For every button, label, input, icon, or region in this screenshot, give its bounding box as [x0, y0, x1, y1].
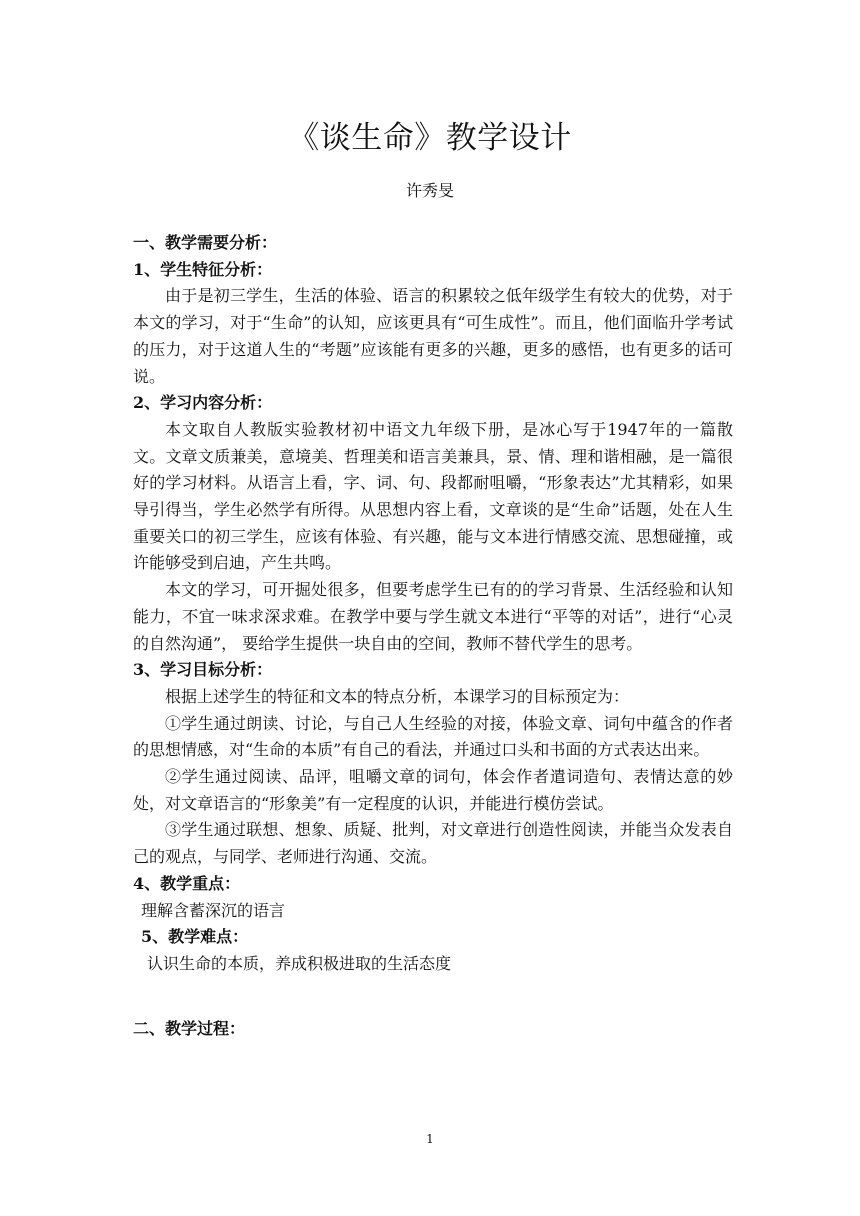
- document-title: 《谈生命》教学设计: [288, 120, 572, 156]
- subsection-heading-difficulty: 5、教学难点：: [141, 927, 249, 947]
- paragraph-goal-2: ②学生通过阅读、品评，咀嚼文章的词句，体会作者遣词造句、表情达意的妙处，对文章语言的“形象美”有一定程度的认识，并能进行模仿尝试。: [133, 767, 733, 813]
- subsection-heading-student-analysis: 1、学生特征分析：: [133, 259, 273, 279]
- paragraph-student-analysis: 由于是初三学生，生活的体验、语言的积累较之低年级学生有较大的优势，对于本文的学习，对于“生命”的认知，应该更具有“可生成性”。而且，他们面临升学考试的压力，对于这道人生的“考题”应该能有更多的兴趣，更多的感悟，也有更多的话可说。: [133, 286, 733, 386]
- paragraph-content-analysis-2: 本文的学习，可开掘处很多，但要考虑学生已有的的学习背景、生活经验和认知能力，不宜一味求深求难。在教学中要与学生就文本进行“平等的对话”，进行“心灵的自然沟通”， 要给学生提供一块自由的空间，教师不替代学生的思考。: [133, 580, 733, 653]
- section-heading-teaching-process: 二、教学过程：: [133, 1019, 246, 1039]
- subsection-heading-key-point: 4、教学重点：: [133, 873, 241, 893]
- section-heading-needs-analysis: 一、教学需要分析：: [133, 233, 278, 252]
- subsection-heading-content-analysis: 2、学习内容分析：: [133, 393, 273, 413]
- subsection-heading-goal-analysis: 3、学习目标分析：: [133, 660, 273, 680]
- document-body: [133, 230, 733, 1043]
- paragraph-goal-intro: 根据上述学生的特征和文本的特点分析，本课学习的目标预定为：: [165, 686, 630, 706]
- blank-gap: [133, 1004, 733, 1016]
- blank-line: [133, 978, 733, 1005]
- paragraph-goal-3: ③学生通过联想、想象、质疑、批判，对文章进行创造性阅读，并能当众发表自己的观点，与同学、老师进行沟通、交流。: [133, 820, 733, 867]
- paragraph-content-analysis-1: 本文取自人教版实验教材初中语文九年级下册，是冰心写于1947年的一篇散文。文章文质兼美，意境美、哲理美和语言美兼具，景、情、理和谐相融，是一篇很好的学习材料。从语言上看，字、词、句、段都耐咀嚼，“形象表达”尤其精彩，如果导引得当，学生必然学有所得。从思想内容上看，文章谈的是“生命”话题，处在人生重要关口的初三学生，应该有体验、有兴趣，能与文本进行情感交流、思想碰撞，或许能够受到启迪，产生共鸣。: [133, 419, 733, 573]
- paragraph-goal-1: ①学生通过朗读、讨论，与自己人生经验的对接，体验文章、词句中蕴含的作者的思想情感，对“生命的本质”有自己的看法，并通过口头和书面的方式表达出来。: [133, 713, 733, 760]
- page-number: 1: [426, 1132, 434, 1146]
- key-point-text: 理解含蓄深沉的语言: [141, 900, 286, 920]
- difficulty-text: 认识生命的本质，养成积极进取的生活态度: [147, 953, 452, 973]
- author-name: 许秀旻: [405, 181, 454, 200]
